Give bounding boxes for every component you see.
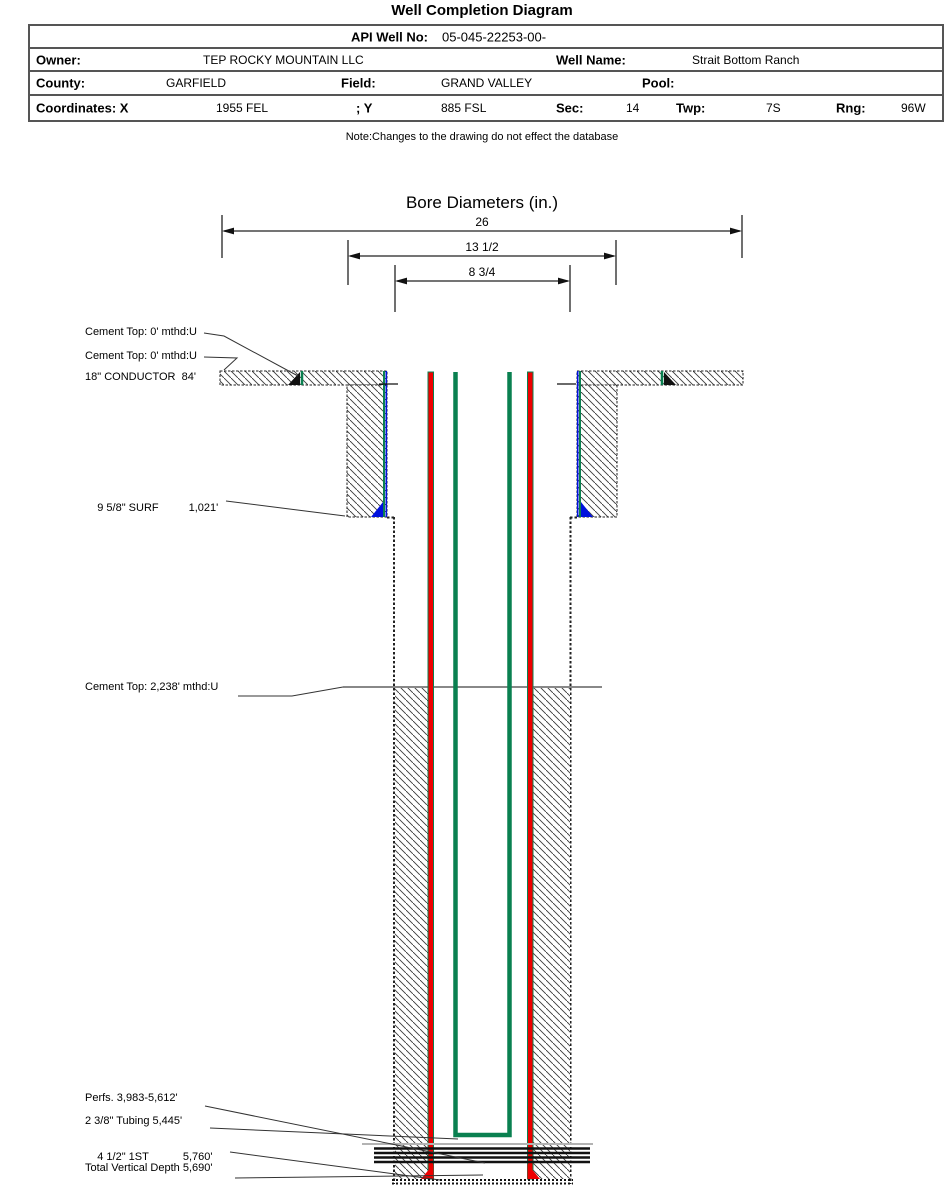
production-casing-size: 4 1/2" 1ST	[97, 1151, 149, 1163]
page-title: Well Completion Diagram	[391, 2, 573, 19]
hole-bottom	[392, 1180, 573, 1184]
coord-y-value: 885 FSL	[441, 101, 487, 115]
twp-value: 7S	[766, 101, 781, 115]
well-name-value: Strait Bottom Ranch	[692, 52, 800, 67]
dim-8-three-quarter: 8 3/4	[468, 265, 496, 279]
rng-value: 96W	[901, 101, 926, 115]
cement-top-0-label-2: Cement Top: 0' mthd:U	[85, 350, 197, 362]
well-name-label: Well Name:	[556, 52, 626, 67]
tvd-label: Total Vertical Depth 5,690'	[85, 1162, 213, 1174]
dimension-labels	[465, 215, 499, 279]
tubing-label: 2 3/8" Tubing 5,445'	[85, 1115, 183, 1127]
api-label: API Well No:	[350, 29, 428, 44]
field-value: GRAND VALLEY	[441, 76, 533, 90]
conductor-label: 18" CONDUCTOR 84'	[85, 371, 196, 383]
twp-label: Twp:	[676, 100, 706, 116]
tubing-string	[456, 372, 510, 1135]
field-label: Field:	[341, 75, 376, 91]
dim-26: 26	[475, 215, 489, 229]
production-casing-right	[528, 372, 534, 1179]
coord-x-value: 1955 FEL	[216, 101, 269, 115]
sec-label: Sec:	[556, 100, 584, 116]
cement-top-2238-label: Cement Top: 2,238' mthd:U	[85, 681, 219, 693]
conductor-flange-left	[220, 371, 387, 385]
surface-casing-size: 9 5/8" SURF	[97, 502, 159, 514]
cement-top-0-label-1: Cement Top: 0' mthd:U	[85, 326, 197, 338]
conductor-flange-right	[577, 371, 743, 385]
owner-label: Owner:	[36, 52, 81, 67]
sec-value: 14	[626, 101, 640, 115]
county-label: County:	[36, 75, 86, 91]
production-casing-left	[428, 372, 434, 1179]
bore-diameters-title: Bore Diameters (in.)	[405, 193, 559, 212]
pool-label: Pool:	[642, 75, 675, 91]
perfs-label: Perfs. 3,983-5,612'	[85, 1092, 178, 1104]
cement-annulus-left	[395, 687, 428, 1179]
surface-casing-label	[85, 490, 218, 526]
database-note: Note:Changes to the drawing do not effect the database	[345, 131, 619, 143]
production-casing-depth: 5,760'	[182, 1151, 213, 1163]
dim-13-half: 13 1/2	[465, 240, 499, 254]
api-value: 05-045-22253-00-	[442, 29, 547, 44]
county-value: GARFIELD	[166, 76, 227, 90]
coordinates-label: Coordinates: X	[36, 100, 129, 116]
surface-casing-column-right	[577, 385, 617, 517]
dimension-lines	[222, 215, 742, 312]
surface-casing-column-left	[347, 385, 387, 517]
coord-y-label: ; Y	[356, 100, 373, 116]
owner-value: TEP ROCKY MOUNTAIN LLC	[203, 52, 364, 67]
surface-casing-depth: 1,021'	[188, 502, 219, 514]
cement-annulus-right	[533, 687, 570, 1179]
leader-lines	[204, 333, 485, 1180]
rng-label: Rng:	[836, 100, 866, 116]
